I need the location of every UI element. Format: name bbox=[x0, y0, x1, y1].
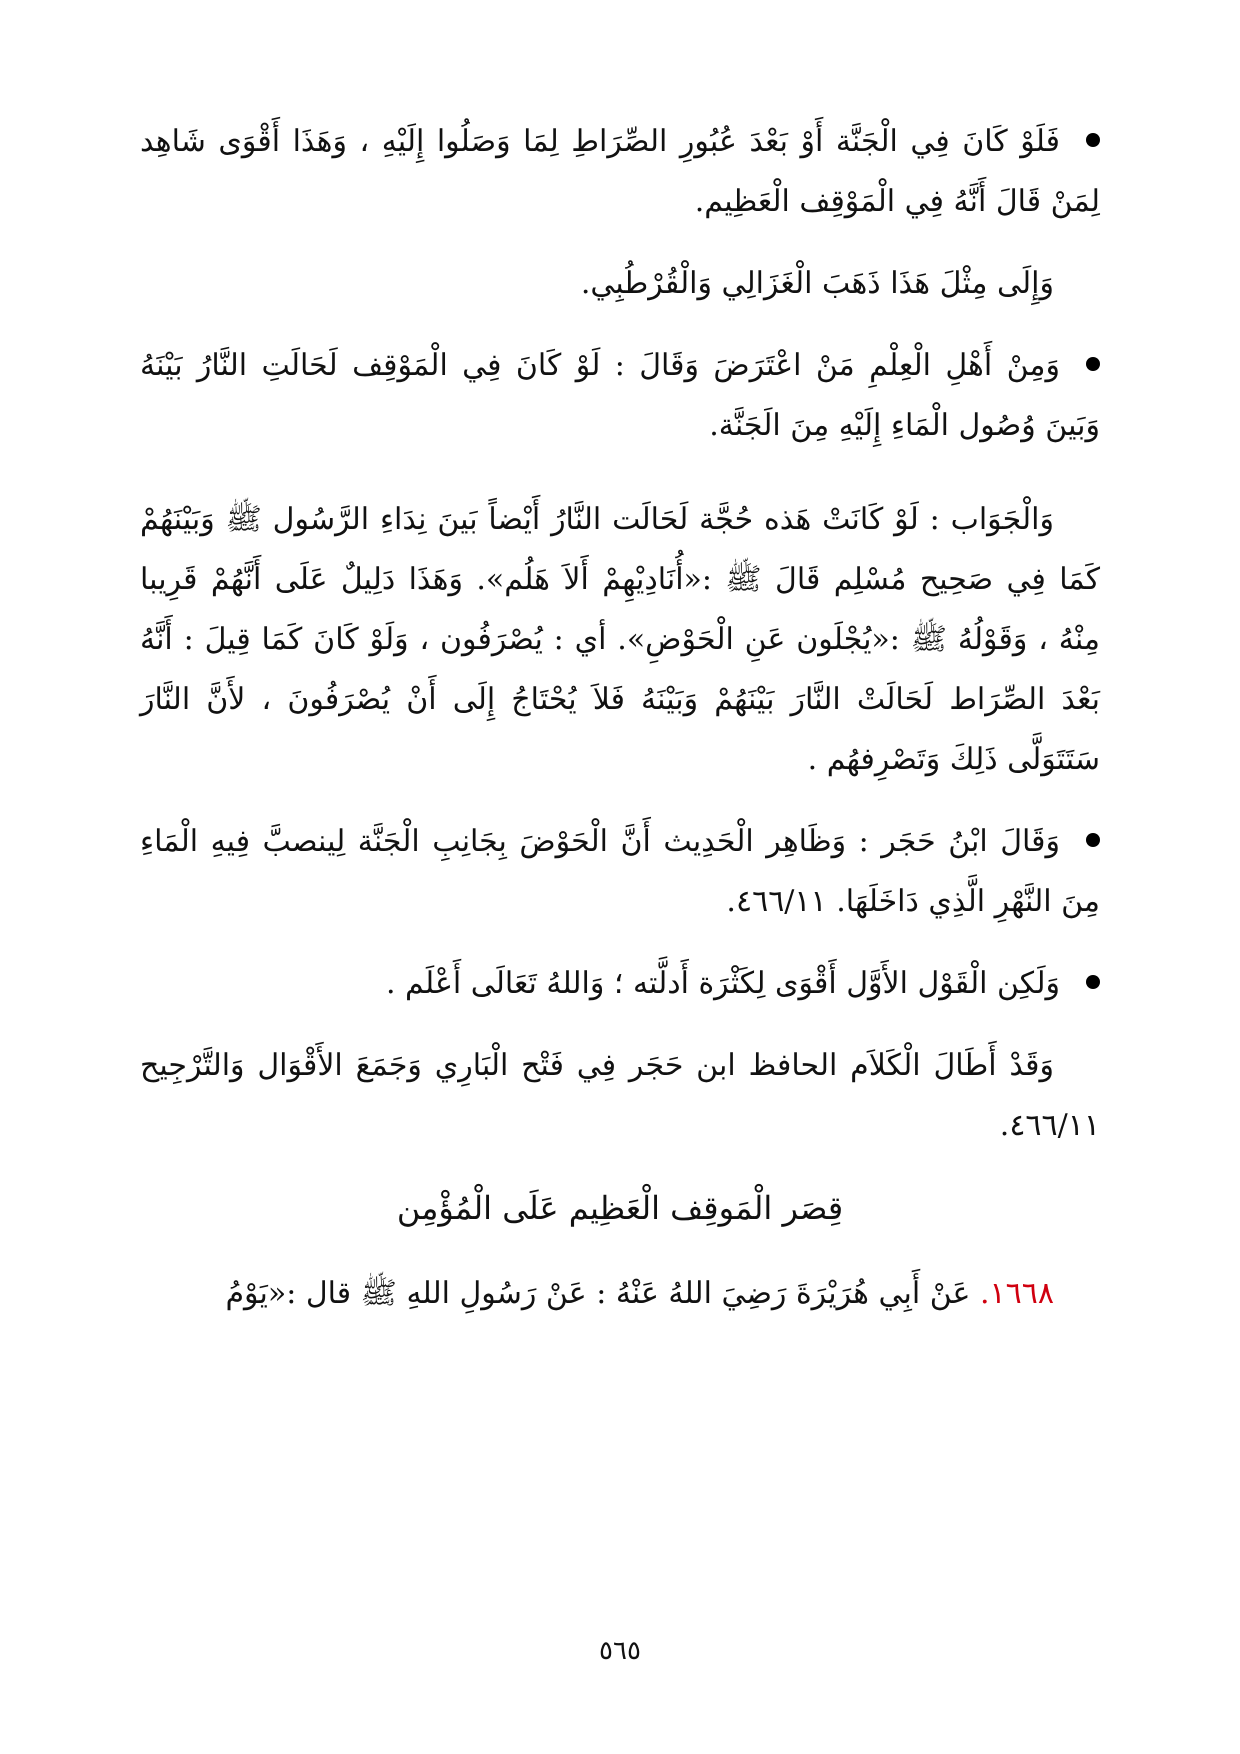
page-body bbox=[140, 112, 1100, 1346]
section-heading: قِصَر الْمَوقِف الْعَظِيم عَلَى الْمُؤْمِن bbox=[396, 1189, 844, 1227]
bullet-icon bbox=[1086, 133, 1100, 147]
paragraph-bullet-5 bbox=[140, 812, 1100, 932]
paragraph-text: فَلَوْ كَانَ فِي الْجَنَّة أَوْ بَعْدَ عُبُورِ الصِّرَاطِ لِمَا وَصَلُوا إِلَيْهِ ، وَهَذَا أَقْوَى شَاهِد لِمَنْ قَالَ أَنَّهُ فِي الْمَوْقِف الْعَظِيم. bbox=[140, 124, 1100, 219]
paragraph-text: وَلَكِن الْقَوْل الأَوَّل أَقْوَى لِكَثْرَة أَدلَّته ؛ وَاللهُ تَعَالَى أَعْلَم . bbox=[385, 966, 1060, 1001]
paragraph-2 bbox=[140, 254, 1100, 314]
paragraph-4 bbox=[140, 490, 1100, 790]
paragraph-bullet-3 bbox=[140, 336, 1100, 456]
paragraph-bullet-1 bbox=[140, 112, 1100, 232]
paragraph-7 bbox=[140, 1036, 1100, 1156]
paragraph-text: وَقَدْ أَطَالَ الْكَلاَم الحافظ ابن حَجَر فِي فَتْح الْبَارِي وَجَمَعَ الأَقْوَال وَالتَّرْجِيح ٤٦٦/١١. bbox=[140, 1048, 1100, 1143]
hadith-text: عَنْ أَبِي هُرَيْرَةَ رَضِيَ اللهُ عَنْهُ : عَنْ رَسُولِ اللهِ ﷺ قال :«يَوْمُ bbox=[225, 1276, 971, 1311]
bullet-icon bbox=[1086, 833, 1100, 847]
hadith-paragraph bbox=[140, 1264, 1100, 1324]
paragraph-text: وَمِنْ أَهْلِ الْعِلْمِ مَنْ اعْتَرَضَ وَقَالَ : لَوْ كَانَ فِي الْمَوْقِف لَحَالَتِ النَّارُ بَيْنَهُ وَبَينَ وُصُول الْمَاءِ إِلَيْهِ مِنَ الَجَنَّة. bbox=[140, 348, 1100, 443]
page-number: ٥٦٥ bbox=[599, 1636, 641, 1666]
paragraph-text: وَإِلَى مِثْلَ هَذَا ذَهَبَ الْغَزَالِي وَالْقُرْطُبِي. bbox=[580, 266, 1054, 301]
paragraph-bullet-6 bbox=[140, 954, 1100, 1014]
paragraph-text: وَالْجَوَاب : لَوْ كَانَتْ هَذه حُجَّة لَحَالَت النَّارُ أَيْضاً بَينَ نِدَاءِ الرَّسُول ﷺ وَبَيْنَهُمْ كَمَا فِي صَحِيح مُسْلِم قَالَ ﷺ :«أُنَادِيْهِمْ أَلاَ هَلُم». وَهَذَا دَلِيلٌ عَلَى أَنَّهُمْ قَرِيبا مِنْهُ ، وَقَوْلُهُ ﷺ :«يُجْلَون عَنِ الْحَوْضِ». أي : يُصْرَفُون ، وَلَوْ كَانَ كَمَا قِيلَ : أَنَّهُ بَعْدَ الصِّرَاط لَحَالَتْ النَّارَ بَيْنَهُمْ وَبَيْنَهُ فَلاَ يُحْتَاجُ إِلَى أَنْ يُصْرَفُونَ ، لأَنَّ النَّارَ سَتَتَوَلَّى ذَلِكَ وَتَصْرِفهُم . bbox=[140, 502, 1100, 777]
paragraph-text: وَقَالَ ابْنُ حَجَر : وَظَاهِر الْحَدِيث أَنَّ الْحَوْضَ بِجَانِبِ الْجَنَّة لِينصبَّ فِيهِ الْمَاءِ مِنَ النَّهْرِ الَّذِي دَاخَلَهَا. ٤٦٦/١١. bbox=[140, 824, 1100, 919]
bullet-icon bbox=[1086, 975, 1100, 989]
bullet-icon bbox=[1086, 357, 1100, 371]
hadith-number: ١٦٦٨. bbox=[980, 1276, 1054, 1311]
